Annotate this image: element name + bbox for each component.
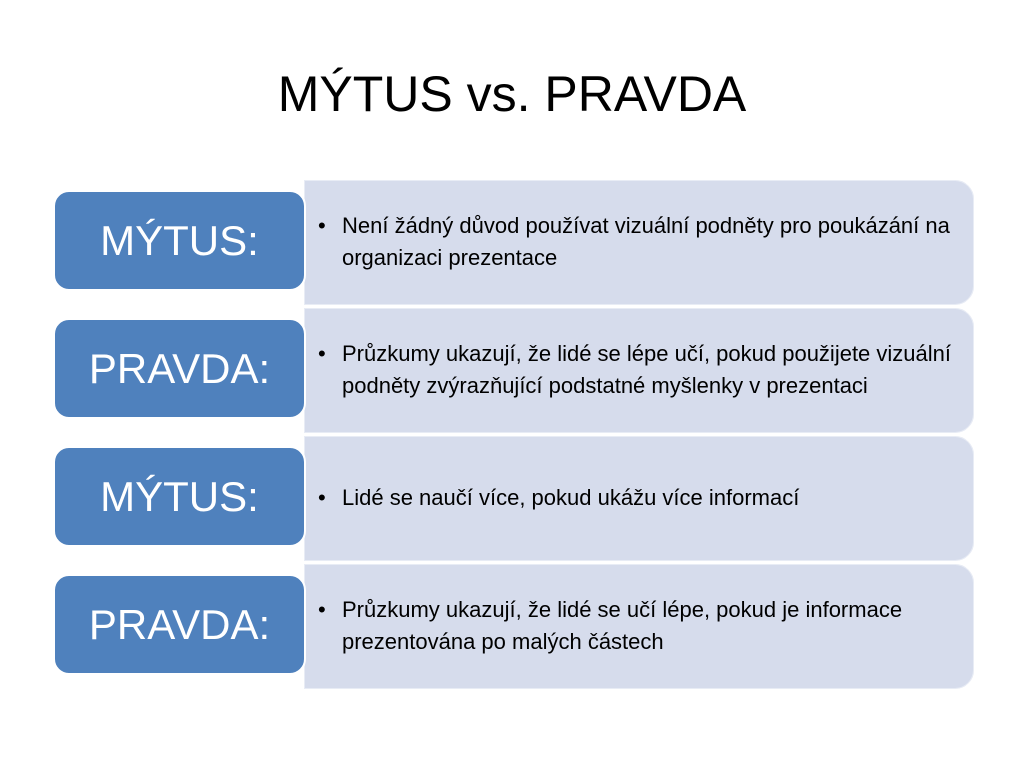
label-truth: PRAVDA: [53,318,306,419]
bullet-dot: • [318,212,326,238]
label-myth: MÝTUS: [53,190,306,291]
bullet-list [318,179,958,304]
bullet-list [318,563,958,688]
bullet-item [318,210,958,274]
bullet-text: Lidé se naučí více, pokud ukážu více informací [342,484,800,510]
bullet-list [318,435,958,560]
bullet-list [318,307,958,432]
bullet-text: Průzkumy ukazují, že lidé se učí lépe, pokud je informace prezentována po malých částech [342,596,903,654]
slide-title: MÝTUS vs. PRAVDA [277,66,747,122]
label-myth: MÝTUS: [53,446,306,547]
bullet-item [318,594,958,658]
label-truth: PRAVDA: [53,574,306,675]
bullet-item [318,338,958,402]
bullet-text: Průzkumy ukazují, že lidé se lépe učí, pokud použijete vizuální podněty zvýrazňující podstatné myšlenky v prezentaci [342,340,951,398]
bullet-text: Není žádný důvod používat vizuální podněty pro poukázání na organizaci prezentace [342,212,950,270]
bullet-item [318,482,958,514]
bullet-dot: • [318,340,326,366]
bullet-dot: • [318,596,326,622]
bullet-dot: • [318,484,326,510]
